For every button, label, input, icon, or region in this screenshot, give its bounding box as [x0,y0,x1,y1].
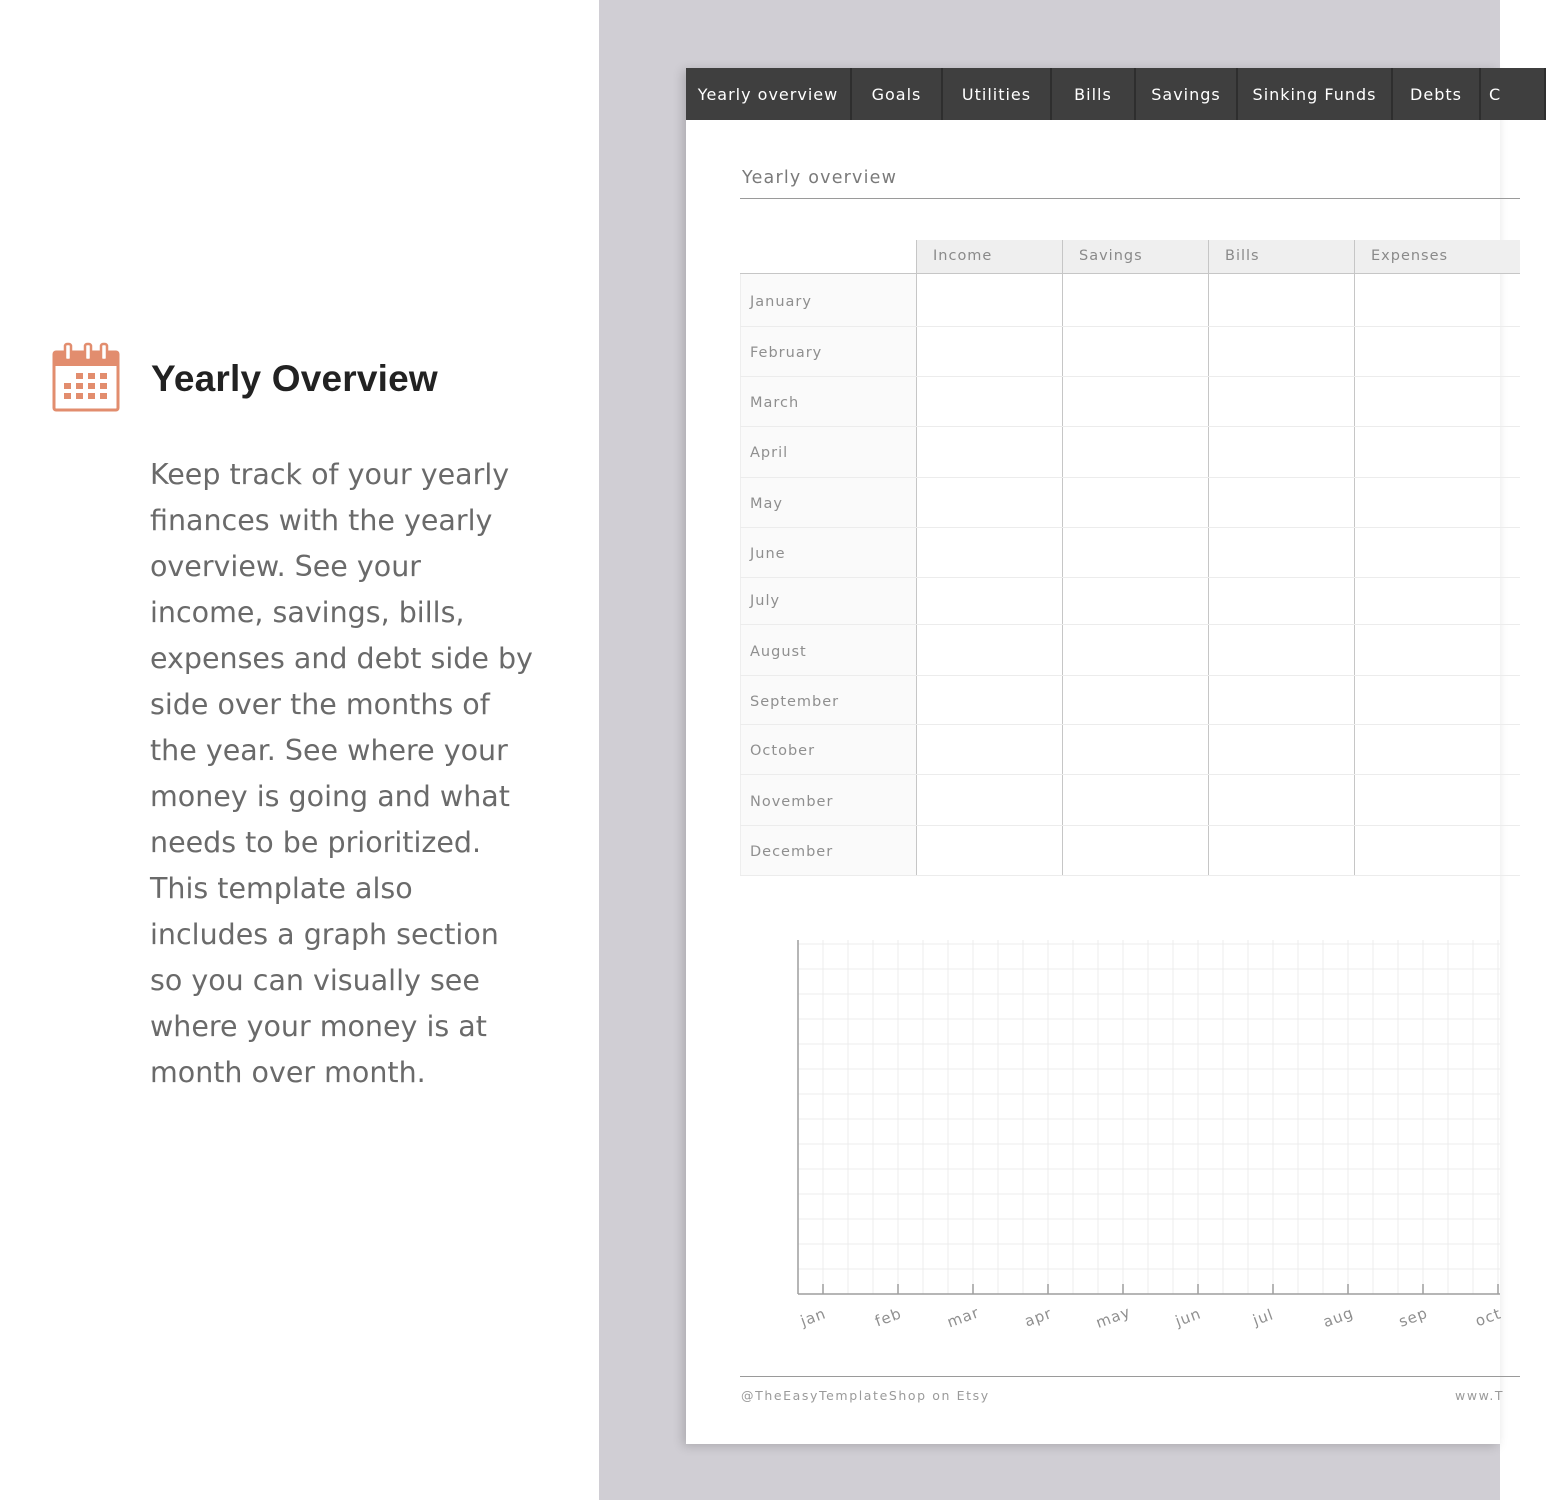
month-label-july: July [750,593,781,609]
month-label-june: June [750,546,786,562]
tab-savings[interactable]: Savings [1136,68,1238,120]
month-label-november: November [750,794,834,810]
month-label-may: May [750,496,783,512]
promo-panel [0,0,600,1500]
tab-bills[interactable]: Bills [1052,68,1136,120]
promo-description-line: overview. See your [150,550,421,583]
promo-description-line: month over month. [150,1056,426,1089]
month-label-september: September [750,694,840,710]
promo-description-line: needs to be prioritized. [150,826,482,859]
month-label-february: February [750,345,823,361]
graph-label-feb: feb [872,1304,905,1331]
graph-section [686,68,1504,1368]
promo-title: Yearly Overview [151,358,438,399]
promo-description-line: This template also [150,872,413,905]
graph-ticks [823,1284,1498,1294]
month-label-march: March [750,395,800,411]
graph-tick-labels [797,1303,1504,1332]
graph-label-mar: mar [944,1303,982,1332]
promo-description-line: where your money is at [150,1010,487,1043]
tab-more[interactable]: C [1481,68,1546,120]
promo-description [150,452,555,1096]
graph-label-jul: jul [1250,1305,1277,1330]
month-label-october: October [750,743,816,759]
month-label-january: January [750,294,812,310]
tab-utilities[interactable]: Utilities [943,68,1052,120]
graph-label-sep: sep [1396,1303,1431,1331]
graph-label-may: may [1093,1302,1134,1332]
graph-label-aug: aug [1320,1303,1357,1332]
promo-description-line: the year. See where your [150,734,508,767]
footer-divider [740,1376,1520,1377]
tab-debts[interactable]: Debts [1393,68,1481,120]
promo-description-line: Keep track of your yearly [150,458,510,491]
promo-description-line: expenses and debt side by [150,642,533,675]
graph-label-apr: apr [1022,1304,1055,1331]
month-label-august: August [750,644,807,660]
month-label-april: April [750,445,789,461]
promo-description-line: income, savings, bills, [150,596,465,629]
graph-label-jun: jun [1172,1304,1204,1331]
planner-page [686,68,1505,1444]
promo-description-line: finances with the yearly [150,504,493,537]
graph-label-oct: oct [1472,1304,1504,1331]
tab-sinking-funds[interactable]: Sinking Funds [1238,68,1393,120]
sheet-title: Yearly overview [742,168,898,188]
month-label-december: December [750,844,834,860]
calendar-icon [52,344,120,412]
promo-description-line: includes a graph section [150,918,499,951]
promo-description-line: money is going and what [150,780,510,813]
tab-goals[interactable]: Goals [852,68,943,120]
promo-description-line: so you can visually see [150,964,480,997]
promo-description-line: side over the months of [150,688,490,721]
graph-label-jan: jan [798,1304,829,1331]
column-header-expenses: Expenses [1354,240,1520,273]
footer-website: www.T [1455,1388,1505,1403]
column-header-bills: Bills [1208,240,1354,273]
column-header-income: Income [916,240,1062,273]
tab-yearly-overview[interactable]: Yearly overview [686,68,852,120]
graph-grid [798,940,1500,1294]
footer-credit: @TheEasyTemplateShop on Etsy [741,1388,990,1403]
column-header-savings: Savings [1062,240,1208,273]
